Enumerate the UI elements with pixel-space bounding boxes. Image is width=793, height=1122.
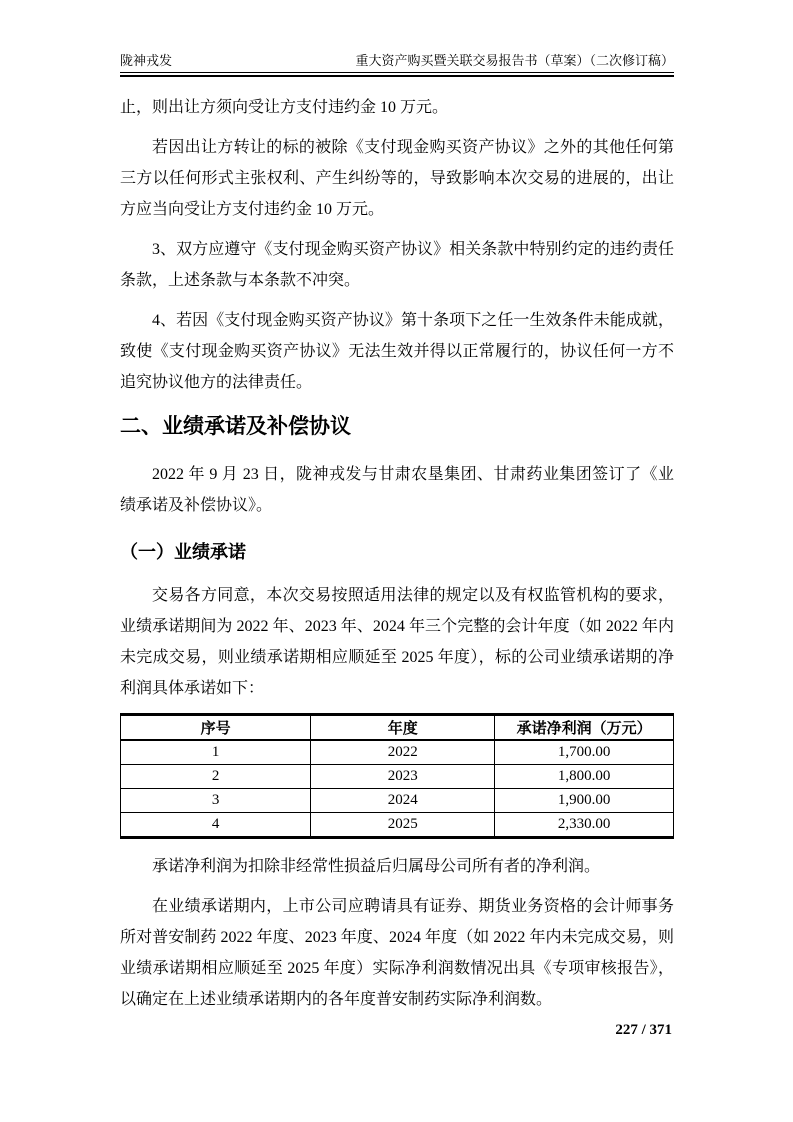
table-cell-profit: 1,900.00 (495, 789, 674, 813)
table-row (121, 765, 674, 789)
table-row (121, 813, 674, 838)
document-body (120, 92, 674, 1024)
table-cell-serial: 2 (121, 765, 311, 789)
header-company-name: 陇神戎发 (120, 53, 173, 68)
table-cell-profit: 2,330.00 (495, 813, 674, 838)
table-header-profit: 承诺净利润（万元） (495, 715, 674, 741)
paragraph-item-4: 4、若因《支付现金购买资产协议》第十条项下之任一生效条件未能成就，致使《支付现金购买资产协议》无法生效并得以正常履行的，协议任何一方不追究协议他方的法律责任。 (120, 312, 674, 391)
header-rule (120, 75, 674, 77)
table-cell-year: 2024 (311, 789, 495, 813)
paragraph-commitment-intro: 交易各方同意，本次交易按照适用法律的规定以及有权监管机构的要求，业绩承诺期间为 2022 年、2023 年、2024 年三个完整的会计年度（如 2022 年内未完成交易，则业绩承诺期相应顺延至 2025 年度），标的公司业绩承诺期的净利润具体承诺如下： (120, 587, 674, 697)
paragraph-audit-requirement: 在业绩承诺期内，上市公司应聘请具有证券、期货业务资格的会计师事务所对普安制药 2022 年度、2023 年度、2024 年度（如 2022 年内未完成交易，则业绩承诺期相应顺延至 2025 年度）实际净利润数情况出具《专项审核报告》，以确定在上述业绩承诺期内的各年度普安制药实际净利润数。 (120, 898, 674, 1008)
table-cell-year: 2023 (311, 765, 495, 789)
header-report-title: 重大资产购买暨关联交易报告书（草案）（二次修订稿） (355, 53, 674, 68)
table-cell-serial: 1 (121, 740, 311, 765)
table-cell-serial: 3 (121, 789, 311, 813)
paragraph-item-3: 3、双方应遵守《支付现金购买资产协议》相关条款中特别约定的违约责任条款，上述条款与本条款不冲突。 (120, 241, 674, 289)
table-cell-profit: 1,700.00 (495, 740, 674, 765)
table-header-serial: 序号 (121, 715, 311, 741)
page-number: 227 / 371 (615, 1022, 672, 1038)
paragraph: 若因出让方转让的标的被除《支付现金购买资产协议》之外的其他任何第三方以任何形式主张权利、产生纠纷等的，导致影响本次交易的进展的，出让方应当向受让方支付违约金 10 万元。 (120, 139, 674, 218)
paragraph-continuation: 止，则出让方须向受让方支付违约金 10 万元。 (120, 99, 449, 116)
table-cell-profit: 1,800.00 (495, 765, 674, 789)
table-header-row (121, 715, 674, 741)
subsection-heading: （一）业绩承诺 (120, 542, 246, 562)
page-header (120, 52, 674, 77)
profit-commitment-table (120, 713, 674, 839)
table-header-year: 年度 (311, 715, 495, 741)
table-cell-year: 2022 (311, 740, 495, 765)
table-cell-year: 2025 (311, 813, 495, 838)
table-row (121, 789, 674, 813)
table-cell-serial: 4 (121, 813, 311, 838)
section-heading: 二、业绩承诺及补偿协议 (120, 415, 351, 438)
paragraph-profit-definition: 承诺净利润为扣除非经常性损益后归属母公司所有者的净利润。 (152, 858, 601, 875)
paragraph-agreement-date: 2022 年 9 月 23 日，陇神戎发与甘肃农垦集团、甘肃药业集团签订了《业绩承诺及补偿协议》。 (120, 466, 674, 514)
table-row (121, 740, 674, 765)
